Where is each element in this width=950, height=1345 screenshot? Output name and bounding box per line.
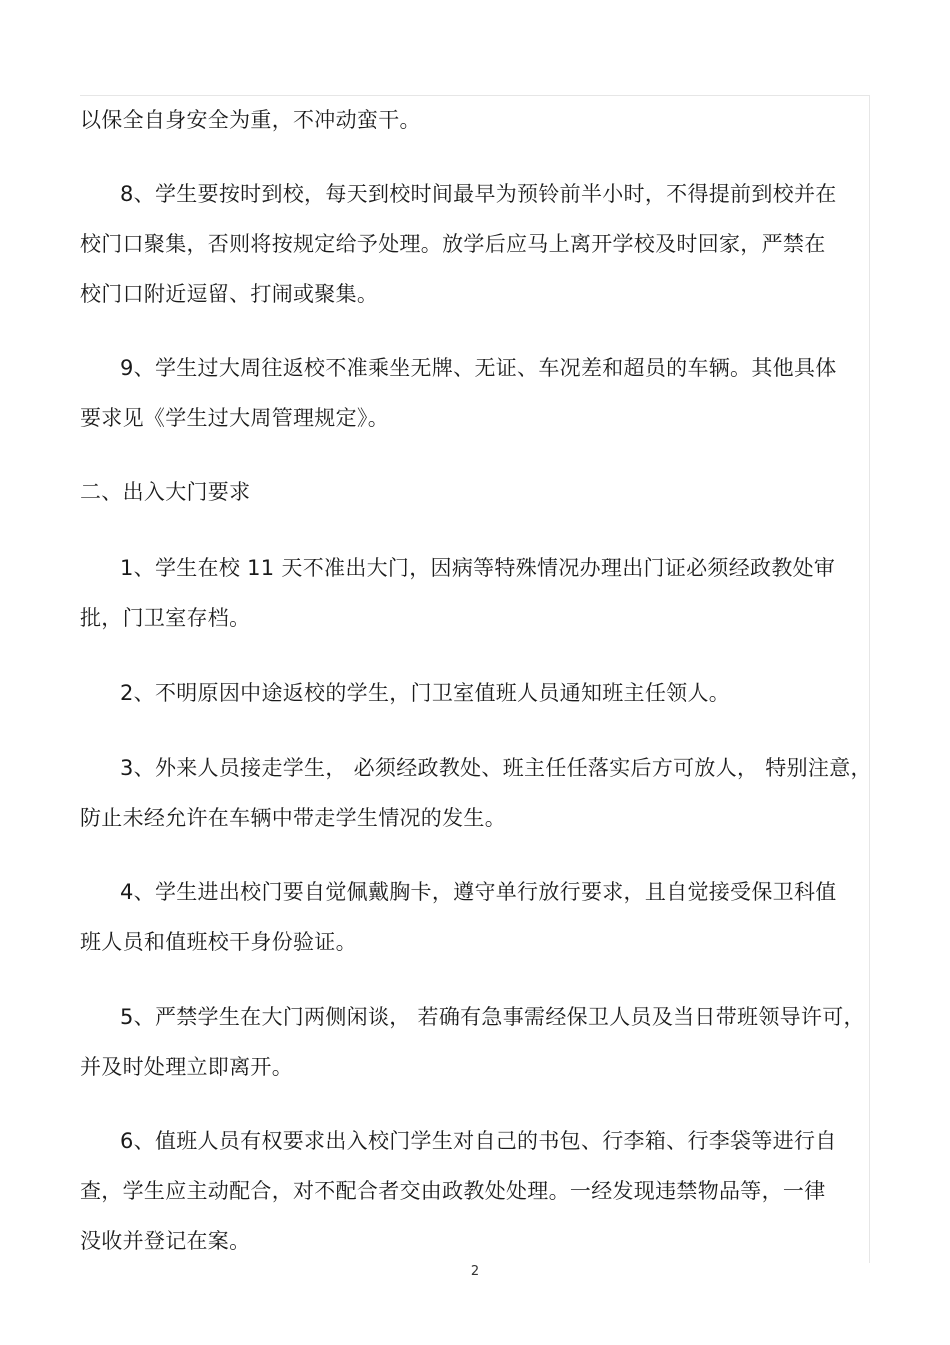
page-number: 2 <box>470 1264 480 1279</box>
text-line: 8、学生要按时到校，每天到校时间最早为预铃前半小时，不得提前到校并在 <box>120 182 837 206</box>
text-line: 班人员和值班校干身份验证。 <box>80 930 357 954</box>
text-line: 3、外来人员接走学生， 必须经政教处、班主任任落实后方可放人， 特别注意， <box>120 756 872 780</box>
text-line: 4、学生进出校门要自觉佩戴胸卡，遵守单行放行要求，且自觉接受保卫科值 <box>120 880 837 904</box>
text-line: 批，门卫室存档。 <box>80 606 251 630</box>
text-line: 防止未经允许在车辆中带走学生情况的发生。 <box>80 806 506 830</box>
text-line: 校门口附近逗留、打闹或聚集。 <box>80 282 379 306</box>
text-line: 校门口聚集，否则将按规定给予处理。放学后应马上离开学校及时回家，严禁在 <box>80 232 826 256</box>
text-line: 以保全自身安全为重，不冲动蛮干。 <box>80 108 421 132</box>
text-line: 2、不明原因中途返校的学生，门卫室值班人员通知班主任领人。 <box>120 681 731 705</box>
section-heading: 二、出入大门要求 <box>80 480 251 504</box>
text-line: 要求见《学生过大周管理规定》。 <box>80 406 389 430</box>
page-border-right <box>869 95 870 1263</box>
text-line: 5、严禁学生在大门两侧闲谈， 若确有急事需经保卫人员及当日带班领导许可， <box>120 1005 865 1029</box>
page-border-top <box>80 95 870 96</box>
text-line: 查，学生应主动配合，对不配合者交由政教处处理。一经发现违禁物品等，一律 <box>80 1179 826 1203</box>
text-line: 1、学生在校 11 天不准出大门，因病等特殊情况办理出门证必须经政教处审 <box>120 556 836 580</box>
text-line: 6、值班人员有权要求出入校门学生对自己的书包、行李箱、行李袋等进行自 <box>120 1129 837 1153</box>
text-line: 没收并登记在案。 <box>80 1229 251 1253</box>
text-line: 9、学生过大周往返校不准乘坐无牌、无证、车况差和超员的车辆。其他具体 <box>120 356 837 380</box>
text-line: 并及时处理立即离开。 <box>80 1055 293 1079</box>
